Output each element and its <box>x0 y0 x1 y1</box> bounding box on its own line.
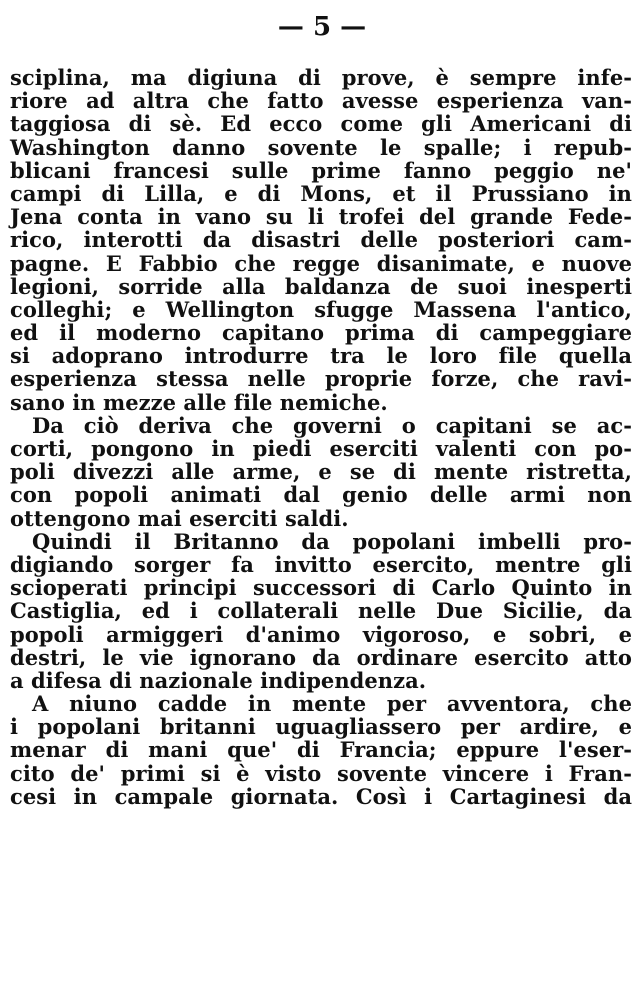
text-line: a difesa di nazionale indipendenza. <box>10 667 427 693</box>
text-line: taggiosa di sè. Ed ecco come gli Americani di <box>10 111 632 137</box>
text-line: destri, le vie ignorano da ordinare esercito atto <box>10 644 632 670</box>
page-number: — 5 — <box>277 12 367 42</box>
text-line: sano in mezze alle file nemiche. <box>10 389 388 415</box>
text-line: blicani francesi sulle prime fanno peggio ne' <box>10 157 632 183</box>
text-line: colleghi; e Wellington sfugge Massena l'antico, <box>10 296 632 322</box>
text-line: Castiglia, ed i collaterali nelle Due Sicilie, da <box>10 598 632 624</box>
text-line: poli divezzi alle arme, e se di mente ristretta, <box>10 459 632 485</box>
text-line: i popolani britanni uguagliassero per ardire, e <box>10 714 632 740</box>
text-line: pagne. E Fabbio che regge disanimate, e nuove <box>10 250 632 276</box>
text-line: esperienza stessa nelle proprie forze, che ravi- <box>10 366 632 392</box>
text-line: menar di mani que' di Francia; eppure l'eser- <box>10 737 632 763</box>
text-line: A niuno cadde in mente per avventora, che <box>32 691 632 717</box>
text-line: popoli armiggeri d'animo vigoroso, e sobri, e <box>10 621 632 647</box>
text-line: sciplina, ma digiuna di prove, è sempre infe- <box>10 65 632 90</box>
text-line: Jena conta in vano su li trofei del grande Fede- <box>10 204 632 230</box>
text-line: riore ad altra che fatto avesse esperienza van- <box>10 88 632 114</box>
text-line: legioni, sorride alla baldanza de suoi inesperti <box>10 273 632 299</box>
text-line: Quindi il Britanno da popolani imbelli pro- <box>32 528 632 554</box>
text-line: con popoli animati dal genio delle armi non <box>10 482 632 508</box>
text-line: campi di Lilla, e di Mons, et il Prussiano in <box>10 180 632 206</box>
text-line: scioperati principi successori di Carlo Quinto in <box>10 575 632 601</box>
text-line: Da ciò deriva che governi o capitani se ac- <box>32 412 632 438</box>
text-line: ed il moderno capitano prima di campeggiare <box>10 320 632 346</box>
text-line: rico, interotti da disastri delle posteriori cam- <box>10 227 632 253</box>
text-line: ottengono mai eserciti saldi. <box>10 505 349 531</box>
text-line: Washington danno sovente le spalle; i repub- <box>10 134 632 160</box>
text-line: si adoprano introdurre tra le loro file quella <box>10 343 632 369</box>
text-line: digiando sorger fa invitto esercito, mentre gli <box>10 551 632 577</box>
text-line: cito de' primi si è visto sovente vincere i Fran- <box>10 760 632 786</box>
body-text <box>10 66 632 808</box>
text-line: cesi in campale giornata. Così i Cartaginesi da <box>10 783 632 809</box>
text-line: corti, pongono in piedi eserciti valenti con po- <box>10 436 632 461</box>
